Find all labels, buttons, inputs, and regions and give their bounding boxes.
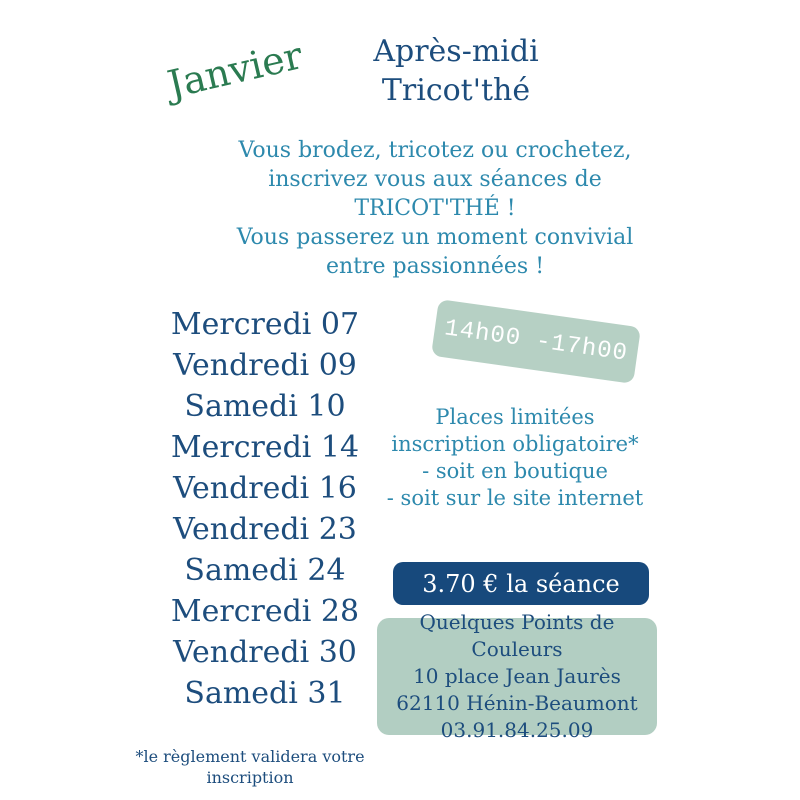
price-tag [393,562,649,605]
session-date: Mercredi 07 [170,307,360,342]
session-date: Vendredi 16 [173,471,357,506]
time-badge-label: 14h00 -17h00 [442,315,630,368]
registration-info-line: - soit sur le site internet [386,486,644,510]
price-label: 3.70 € la séance [422,569,620,598]
intro-line: entre passionnées ! [325,254,545,279]
footnote-line2: inscription [206,768,294,787]
intro-line: TRICOT'THÉ ! [354,196,516,221]
poster-title-line2: Tricot'thé [381,73,531,108]
month-label: Janvier [163,33,307,107]
session-date: Samedi 24 [184,553,346,588]
session-date: Vendredi 23 [173,512,357,547]
session-date: Vendredi 09 [173,348,357,383]
intro-text [180,136,690,281]
poster-title-line1: Après-midi [373,34,539,69]
session-date: Mercredi 28 [170,594,360,629]
contact-card [377,610,657,742]
footnote [115,746,385,788]
registration-info-line: Places limitées [435,405,595,429]
intro-line: Vous brodez, tricotez ou crochetez, [238,138,632,163]
registration-info-line: - soit en boutique [422,459,608,483]
intro-line: inscrivez vous aux séances de [268,167,602,192]
session-date: Samedi 10 [184,389,346,424]
footnote-line1: *le règlement validera votre [135,747,365,766]
time-badge [431,299,641,384]
registration-info-line: inscription obligatoire* [391,432,639,456]
session-date: Vendredi 30 [173,635,357,670]
intro-line: Vous passerez un moment convivial [236,225,634,250]
contact-phone: 03.91.84.25.09 [440,718,594,742]
poster-title [331,32,581,110]
contact-city: 62110 Hénin-Beaumont [396,691,638,715]
contact-street: 10 place Jean Jaurès [413,664,621,688]
session-date: Mercredi 14 [170,430,360,465]
registration-info [385,404,645,512]
session-date: Samedi 31 [184,676,346,711]
contact-shop-name: Quelques Points de Couleurs [419,610,615,661]
